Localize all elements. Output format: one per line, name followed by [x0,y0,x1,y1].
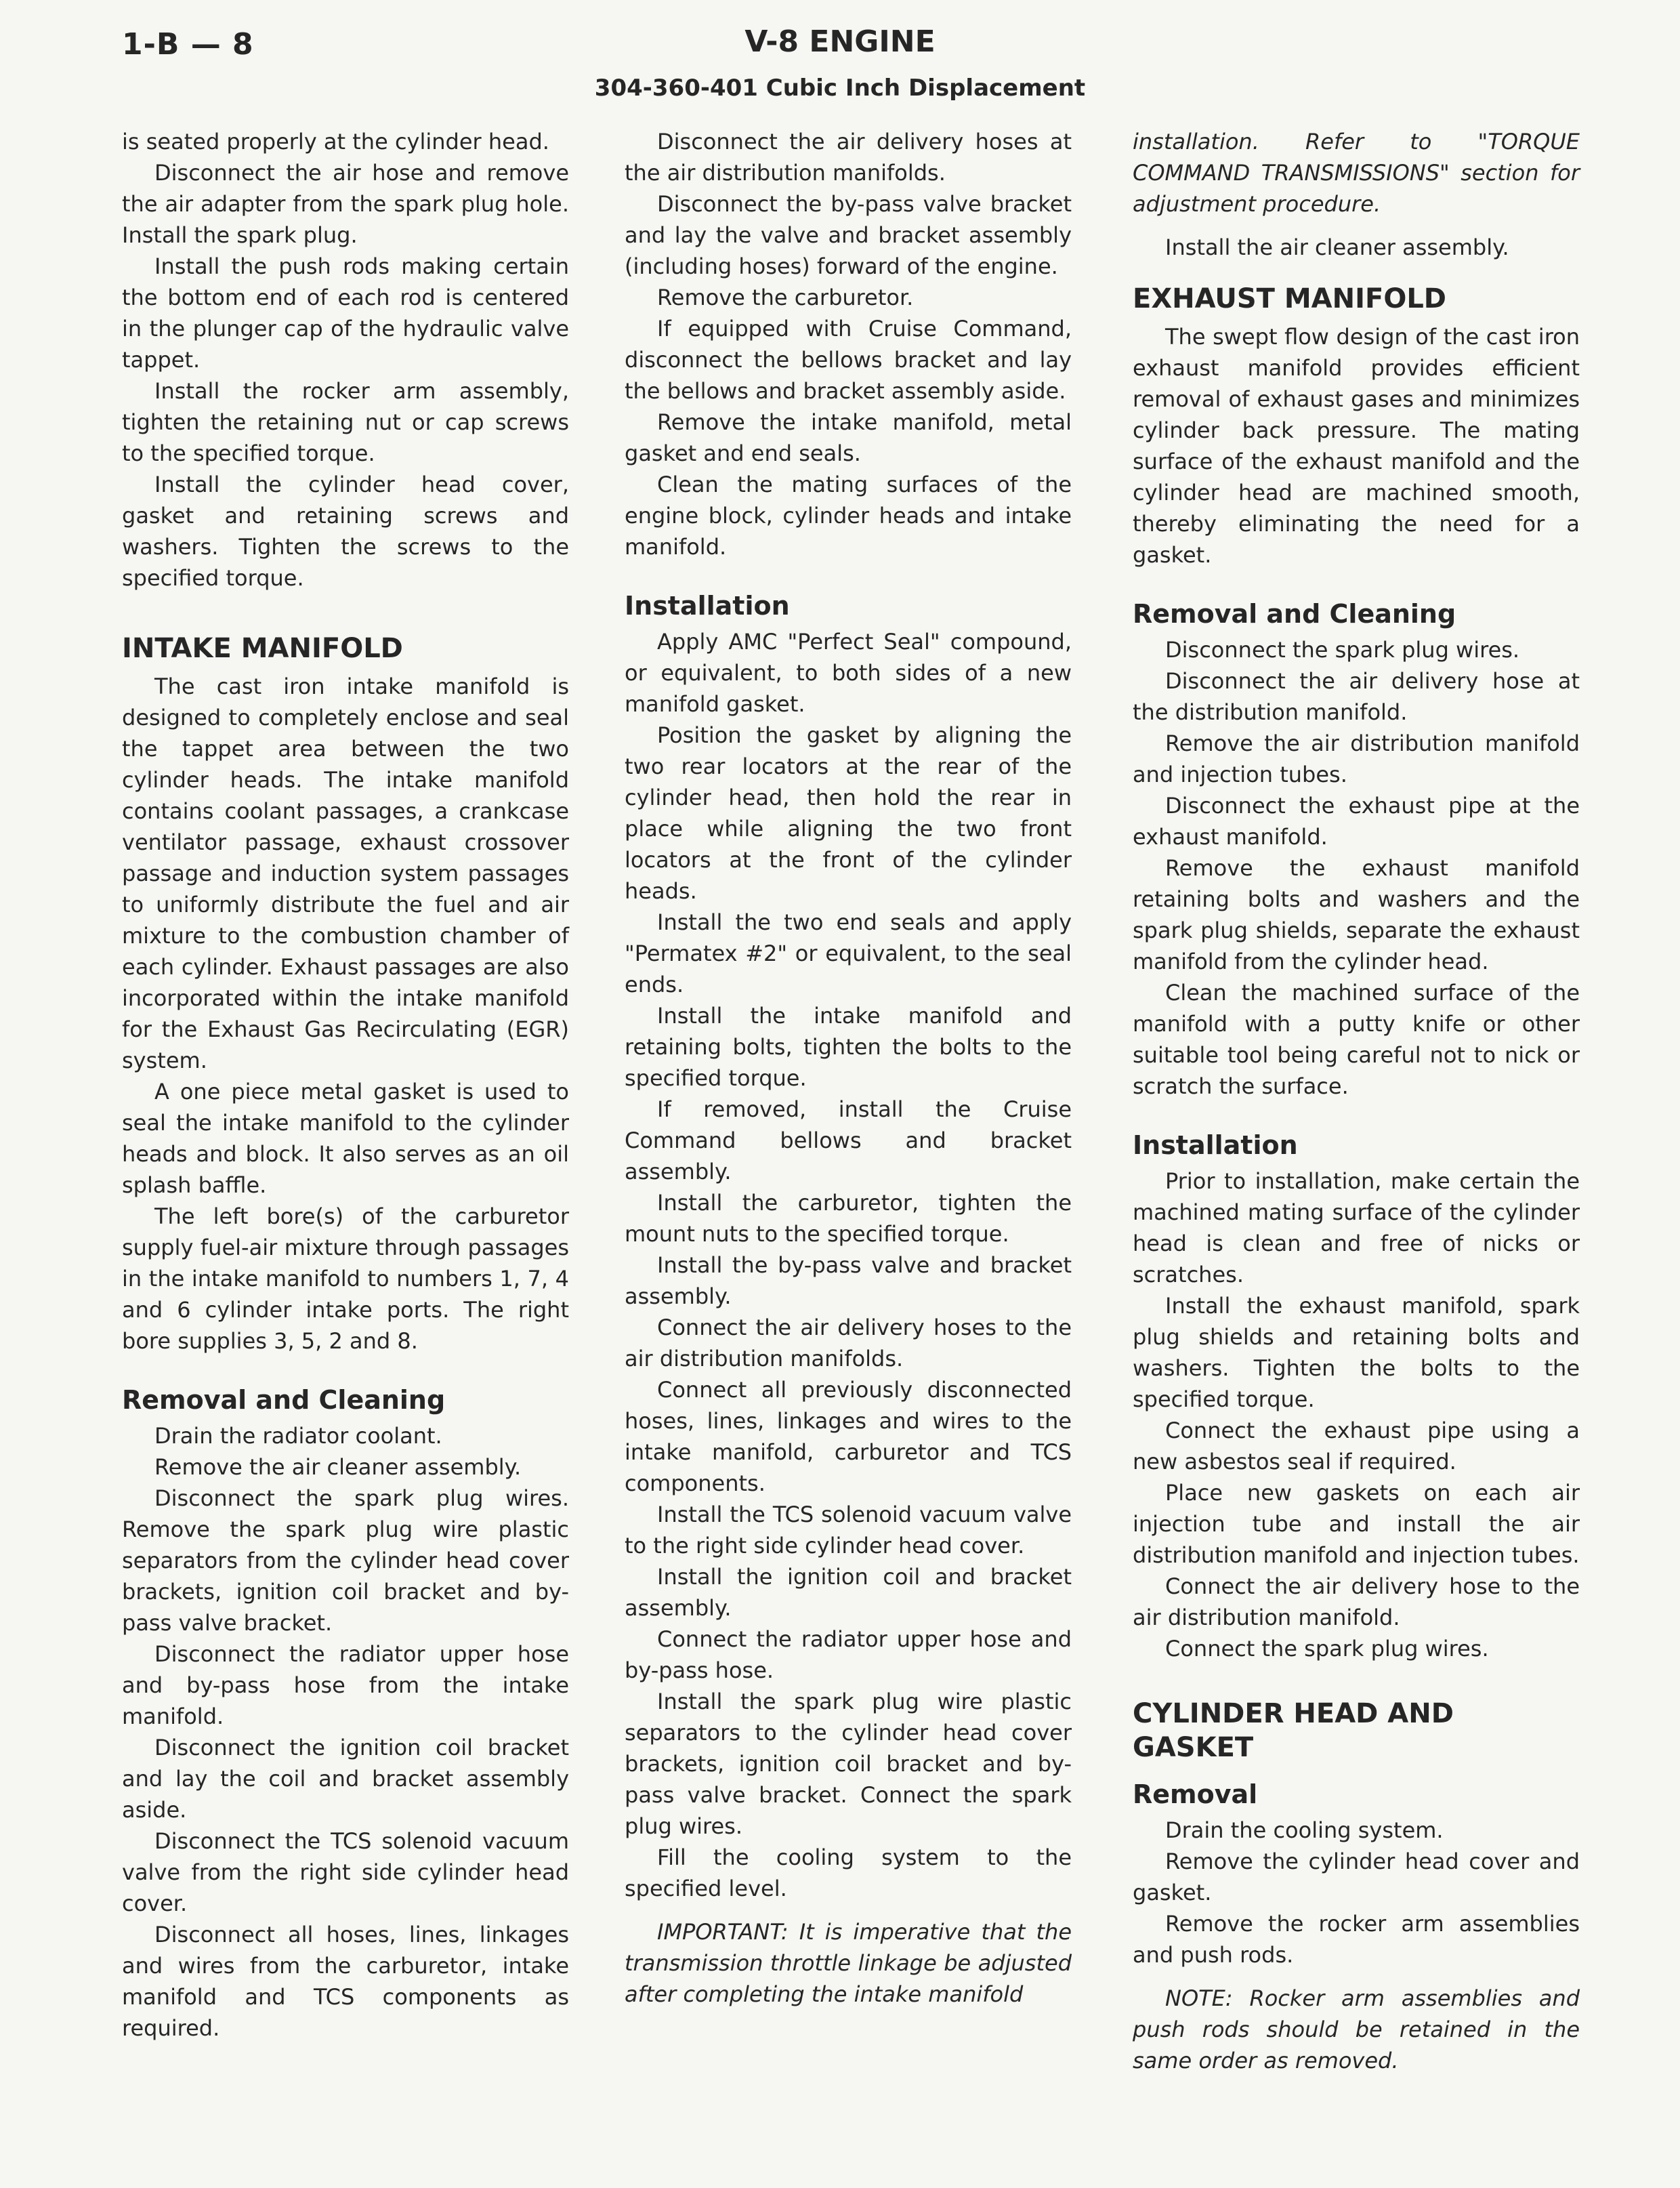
section-heading-intake-manifold: INTAKE MANIFOLD [122,633,403,664]
paragraph: Clean the mating surfaces of the engine block, cylinder heads and intake manifold. [625,472,1072,560]
paragraph: Disconnect the by-pass valve bracket and lay the valve and bracket assembly (including hoses) forward of the engine. [625,191,1072,279]
paragraph: Install the ignition coil and bracket assembly. [625,1564,1072,1621]
page-title: V-8 ENGINE [744,24,936,59]
paragraph: Remove the rocker arm assemblies and push rods. [1133,1911,1580,1968]
paragraph: Connect the radiator upper hose and by-pass hose. [625,1626,1072,1683]
subheading-removal-cleaning: Removal and Cleaning [1133,599,1456,629]
paragraph: Prior to installation, make certain the machined mating surface of the cylinder head is clean and free of nicks or scratches. [1133,1168,1580,1287]
paragraph: Position the gasket by aligning the two rear locators at the rear of the cylinder head, then hold the rear in place while aligning the two front locators at the front of the cylinder heads. [625,722,1072,904]
important-note-continued: installation. Refer to "TORQUE COMMAND TRANSMISSIONS" section for adjustment procedure. [1133,129,1580,217]
paragraph: Disconnect the radiator upper hose and by-pass hose from the intake manifold. [122,1641,569,1729]
paragraph: Clean the machined surface of the manifold with a putty knife or other suitable tool being careful not to nick or scratch the surface. [1133,980,1580,1099]
paragraph: Remove the air cleaner assembly. [154,1454,522,1480]
paragraph: If removed, install the Cruise Command bellows and bracket assembly. [625,1096,1072,1184]
paragraph: Remove the cylinder head cover and gasket. [1133,1849,1580,1905]
paragraph: Disconnect the air delivery hose at the distribution manifold. [1133,668,1580,725]
section-heading-exhaust-manifold: EXHAUST MANIFOLD [1133,283,1447,314]
paragraph: Disconnect the spark plug wires. Remove the spark plug wire plastic separators from the cylinder head cover brackets, ignition coil bracket and by-pass valve bracket. [122,1485,569,1636]
paragraph: Remove the intake manifold, metal gasket and end seals. [625,409,1072,466]
column-right [1133,126,1580,2076]
paragraph: Remove the exhaust manifold retaining bolts and washers and the spark plug shields, separate the exhaust manifold from the cylinder head. [1133,855,1580,974]
paragraph: A one piece metal gasket is used to seal the intake manifold to the cylinder heads and block. It also serves as an oil splash baffle. [122,1079,569,1198]
paragraph: Connect the air delivery hose to the air distribution manifold. [1133,1573,1580,1630]
paragraph: is seated properly at the cylinder head. [122,129,549,154]
paragraph: Disconnect the spark plug wires. [1165,637,1520,663]
column-middle [625,126,1072,2010]
paragraph: Drain the radiator coolant. [154,1423,442,1449]
paragraph: Install the spark plug wire plastic separators to the cylinder head cover brackets, ignition coil bracket and by-pass valve bracket. Connect the spark plug wires. [625,1689,1072,1839]
paragraph: Disconnect all hoses, lines, linkages and wires from the carburetor, intake manifold and TCS components as required. [122,1922,569,2041]
paragraph: Install the TCS solenoid vacuum valve to the right side cylinder head cover. [625,1502,1072,1559]
paragraph: Install the by-pass valve and bracket assembly. [625,1252,1072,1309]
paragraph: Remove the air distribution manifold and injection tubes. [1133,730,1580,787]
page-subtitle: 304-360-401 Cubic Inch Displacement [594,75,1086,102]
paragraph: Connect the air delivery hoses to the air distribution manifolds. [625,1315,1072,1371]
subheading-removal-cleaning: Removal and Cleaning [122,1385,446,1415]
important-note: IMPORTANT: It is imperative that the transmission throttle linkage be adjusted after completing the intake manifold [625,1919,1072,2007]
paragraph: Connect the exhaust pipe using a new asbestos seal if required. [1133,1418,1580,1474]
paragraph: Disconnect the air hose and remove the air adapter from the spark plug hole. Install the spark plug. [122,160,569,248]
column-left [122,126,569,2044]
paragraph: If equipped with Cruise Command, disconnect the bellows bracket and lay the bellows and bracket assembly aside. [625,316,1072,404]
paragraph: Place new gaskets on each air injection tube and install the air distribution manifold and injection tubes. [1133,1480,1580,1568]
paragraph: Apply AMC "Perfect Seal" compound, or equivalent, to both sides of a new manifold gasket. [625,629,1072,717]
paragraph: Install the two end seals and apply "Permatex #2" or equivalent, to the seal ends. [625,909,1072,997]
page-number: 1-B — 8 [122,27,254,62]
paragraph: The swept flow design of the cast iron exhaust manifold provides efficient removal of exhaust gases and minimizes cylinder back pressure. The mating surface of the exhaust manifold and the cylinder head are machined smooth, thereby eliminating the need for a gasket. [1133,324,1580,568]
note: NOTE: Rocker arm assemblies and push rods should be retained in the same order as removed. [1133,1985,1580,2073]
paragraph: The cast iron intake manifold is designed to completely enclose and seal the tappet area between the two cylinder heads. The intake manifold contains coolant passages, a crankcase ventilator passage, exhaust crossover passage and induction system passages to uniformly distribute the fuel and air mixture to the combustion chamber of each cylinder. Exhaust passages are also incorporated within the intake manifold for the Exhaust Gas Recirculating (EGR) system. [122,674,569,1073]
paragraph: Fill the cooling system to the specified level. [625,1844,1072,1901]
paragraph: Connect all previously disconnected hoses, lines, linkages and wires to the intake manifold, carburetor and TCS components. [625,1377,1072,1496]
paragraph: Disconnect the exhaust pipe at the exhaust manifold. [1133,793,1580,850]
paragraph: Remove the carburetor. [657,285,914,310]
section-heading-cylinder-head: CYLINDER HEAD AND GASKET [1133,1698,1454,1763]
paragraph: Install the carburetor, tighten the mount nuts to the specified torque. [625,1190,1072,1247]
paragraph: Disconnect the TCS solenoid vacuum valve from the right side cylinder head cover. [122,1828,569,1916]
subheading-installation: Installation [1133,1130,1298,1160]
paragraph: Disconnect the ignition coil bracket and lay the coil and bracket assembly aside. [122,1735,569,1823]
paragraph: Install the cylinder head cover, gasket and retaining screws and washers. Tighten the screws to the specified torque. [122,472,569,591]
paragraph: Install the exhaust manifold, spark plug shields and retaining bolts and washers. Tighten the bolts to the specified torque. [1133,1293,1580,1412]
paragraph: Install the air cleaner assembly. [1165,234,1509,260]
paragraph: Install the rocker arm assembly, tighten the retaining nut or cap screws to the specified torque. [122,378,569,466]
paragraph: Install the intake manifold and retaining bolts, tighten the bolts to the specified torque. [625,1003,1072,1091]
paragraph: Disconnect the air delivery hoses at the air distribution manifolds. [625,129,1072,186]
subheading-installation: Installation [625,591,790,621]
paragraph: Install the push rods making certain the bottom end of each rod is centered in the plunger cap of the hydraulic valve tappet. [122,253,569,373]
paragraph: Connect the spark plug wires. [1165,1636,1489,1661]
paragraph: Drain the cooling system. [1165,1817,1444,1843]
paragraph: The left bore(s) of the carburetor supply fuel-air mixture through passages in the intake manifold to numbers 1, 7, 4 and 6 cylinder intake ports. The right bore supplies 3, 5, 2 and 8. [122,1203,569,1354]
subheading-removal: Removal [1133,1779,1258,1809]
